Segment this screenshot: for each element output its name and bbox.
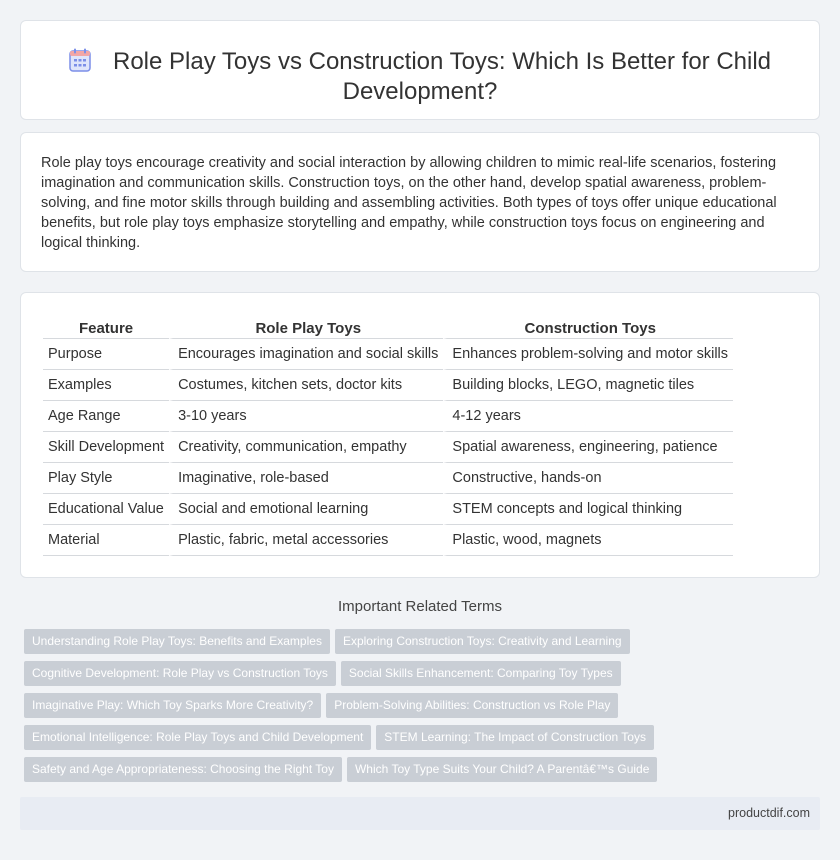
table-row: [43, 339, 733, 370]
table-row: [43, 370, 733, 401]
related-term-tag[interactable]: STEM Learning: The Impact of Construction Toys: [376, 725, 654, 750]
related-term-tag[interactable]: Problem-Solving Abilities: Construction vs Role Play: [326, 693, 618, 718]
tag-row: [24, 629, 664, 661]
table-row: [43, 525, 733, 556]
role-play-cell: 3-10 years: [169, 401, 443, 432]
tag-row: [24, 693, 664, 725]
intro-paragraph: Role play toys encourage creativity and social interaction by allowing children to mimic real-life scenarios, fostering imagination and communication skills. Construction toys, on the other hand, develop spatial awareness, problem-solving, and fine motor skills through building and assembling activities. Both types of toys offer unique educational benefits, but role play toys emphasize storytelling and empathy, while construction toys focus on engineering and logical thinking.: [41, 155, 777, 251]
header-feature: Feature: [43, 315, 169, 339]
comparison-table-card: [20, 292, 820, 578]
role-play-cell: Costumes, kitchen sets, doctor kits: [169, 370, 443, 401]
feature-cell: Play Style: [43, 463, 169, 494]
related-term-tag[interactable]: Safety and Age Appropriateness: Choosing the Right Toy: [24, 757, 342, 782]
table-row: [43, 432, 733, 463]
construction-cell: Plastic, wood, magnets: [443, 525, 733, 556]
table-header-row: [43, 315, 733, 339]
related-term-tag[interactable]: Understanding Role Play Toys: Benefits and Examples: [24, 629, 330, 654]
role-play-cell: Plastic, fabric, metal accessories: [169, 525, 443, 556]
construction-cell: 4-12 years: [443, 401, 733, 432]
related-terms-title: Important Related Terms: [338, 598, 502, 615]
tag-row: [24, 661, 664, 693]
tag-row: [24, 725, 664, 757]
header-card: [20, 20, 820, 120]
table-row: [43, 494, 733, 525]
related-term-tag[interactable]: Imaginative Play: Which Toy Sparks More Creativity?: [24, 693, 321, 718]
related-term-tag[interactable]: Emotional Intelligence: Role Play Toys and Child Development: [24, 725, 371, 750]
tag-row: [24, 757, 664, 789]
role-play-cell: Encourages imagination and social skills: [169, 339, 443, 370]
related-term-tag[interactable]: Exploring Construction Toys: Creativity and Learning: [335, 629, 630, 654]
intro-card: [20, 132, 820, 272]
site-name[interactable]: productdif.com: [728, 806, 810, 820]
footer: [20, 797, 820, 830]
feature-cell: Purpose: [43, 339, 169, 370]
header-construction: Construction Toys: [443, 315, 733, 339]
role-play-cell: Creativity, communication, empathy: [169, 432, 443, 463]
construction-cell: Constructive, hands-on: [443, 463, 733, 494]
construction-cell: Spatial awareness, engineering, patience: [443, 432, 733, 463]
construction-cell: Enhances problem-solving and motor skills: [443, 339, 733, 370]
construction-cell: Building blocks, LEGO, magnetic tiles: [443, 370, 733, 401]
feature-cell: Age Range: [43, 401, 169, 432]
feature-cell: Skill Development: [43, 432, 169, 463]
table-row: [43, 463, 733, 494]
construction-cell: STEM concepts and logical thinking: [443, 494, 733, 525]
related-term-tag[interactable]: Which Toy Type Suits Your Child? A Parentâ€™s Guide: [347, 757, 657, 782]
related-term-tag[interactable]: Social Skills Enhancement: Comparing Toy Types: [341, 661, 621, 686]
role-play-cell: Social and emotional learning: [169, 494, 443, 525]
feature-cell: Examples: [43, 370, 169, 401]
table-row: [43, 401, 733, 432]
page-title-wrap: [61, 45, 779, 107]
related-terms-list: [24, 629, 664, 789]
related-term-tag[interactable]: Cognitive Development: Role Play vs Construction Toys: [24, 661, 336, 686]
header-role-play: Role Play Toys: [169, 315, 443, 339]
comparison-table: [43, 315, 733, 556]
page-title: Role Play Toys vs Construction Toys: Which Is Better for Child Development?: [112, 48, 772, 105]
feature-cell: Material: [43, 525, 169, 556]
calendar-icon: [69, 48, 91, 72]
feature-cell: Educational Value: [43, 494, 169, 525]
role-play-cell: Imaginative, role-based: [169, 463, 443, 494]
